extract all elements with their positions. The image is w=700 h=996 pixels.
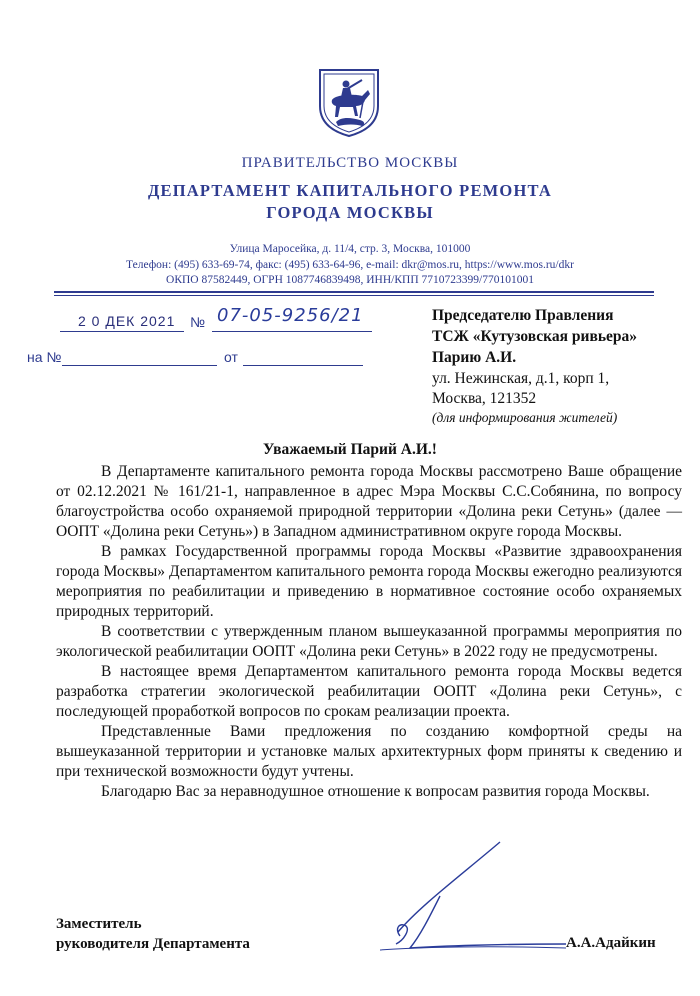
body-paragraph-6: Благодарю Вас за неравнодушное отношение к вопросам развития города Москвы. [101, 783, 650, 800]
letter-body [56, 462, 682, 802]
addressee-street: ул. Нежинская, д.1, корп 1, [432, 370, 610, 387]
signatory-title [56, 914, 250, 954]
addressee-organization: ТСЖ «Кутузовская ривьера» [432, 328, 638, 345]
letterhead-divider-thick [54, 291, 654, 293]
body-paragraph-4: В настоящее время Департаментом капитального ремонта города Москвы ведется разработка стратегии экологической реабилитации ООПТ «Долина реки Сетунь», с последующей проработкой вопросов по срокам реализации проекта. [56, 663, 682, 720]
reference-number-label: на № [27, 349, 62, 365]
body-paragraph-1: В Департаменте капитального ремонта города Москвы рассмотрено Ваше обращение от 02.12.2021 № 161/21-1, направленное в адрес Мэра Москвы С.С.Собянина, по вопросу благоустройства особо охраняемой природной территории «Долина реки Сетунь» (далее — ООПТ «Долина реки Сетунь») в Западном административном округе города Москвы. [56, 463, 682, 540]
body-paragraph-3: В соответствии с утвержденным планом вышеуказанной программы мероприятия по экологической реабилитации ООПТ «Долина реки Сетунь» в 2022 году не предусмотрены. [56, 623, 682, 660]
department-address: Улица Маросейка, д. 11/4, стр. 3, Москва, 101000 [229, 243, 471, 255]
signatory-name: А.А.Адайкин [566, 935, 656, 951]
letterhead-divider-thin [54, 295, 654, 296]
signatory-title-line1: Заместитель [56, 916, 142, 932]
handwritten-signature [380, 836, 570, 966]
reference-date-label: от [224, 349, 238, 365]
greeting: Уважаемый Парий А.И.! [263, 441, 437, 458]
government-title: ПРАВИТЕЛЬСТВО МОСКВЫ [241, 155, 459, 171]
department-contacts: Телефон: (495) 633-69-74, факс: (495) 633-64-96, e-mail: dkr@mos.ru, https://www.mos.ru/dkr [126, 259, 574, 271]
signatory-title-line2: руководителя Департамента [56, 936, 250, 952]
outgoing-number-label: № [190, 314, 206, 330]
department-registry-codes: ОКПО 87582449, ОГРН 1087746839498, ИНН/КПП 7710723399/770101001 [166, 274, 534, 286]
moscow-coat-of-arms-emblem [316, 66, 382, 138]
body-paragraph-2: В рамках Государственной программы города Москвы «Развитие здравоохранения города Москвы» Департаментом капитального ремонта города Москвы ежегодно реализуются мероприятия по реабилитации и приведению в нормативное состояние особо охраняемых природных территорий. [56, 543, 682, 620]
reference-number-underline [62, 365, 217, 366]
body-paragraph-5: Представленные Вами предложения по созданию комфортной среды на вышеуказанной территории и установке малых архитектурных форм приняты к сведению и при технической возможности будут учтены. [56, 723, 682, 780]
date-underline [60, 331, 184, 332]
handwritten-outgoing-number: 07-05-9256/21 [217, 305, 364, 326]
date-stamp: 2 0 ДЕК 2021 [78, 313, 176, 329]
department-title-line2: ГОРОДА МОСКВЫ [266, 203, 434, 222]
addressee-name: Парию А.И. [432, 349, 517, 366]
number-underline [212, 331, 372, 332]
addressee-city: Москва, 121352 [432, 390, 537, 407]
reference-date-underline [243, 365, 363, 366]
department-title-line1: ДЕПАРТАМЕНТ КАПИТАЛЬНОГО РЕМОНТА [147, 181, 552, 200]
addressee-position: Председателю Правления [432, 307, 614, 324]
addressee-note: (для информирования жителей) [432, 410, 618, 425]
